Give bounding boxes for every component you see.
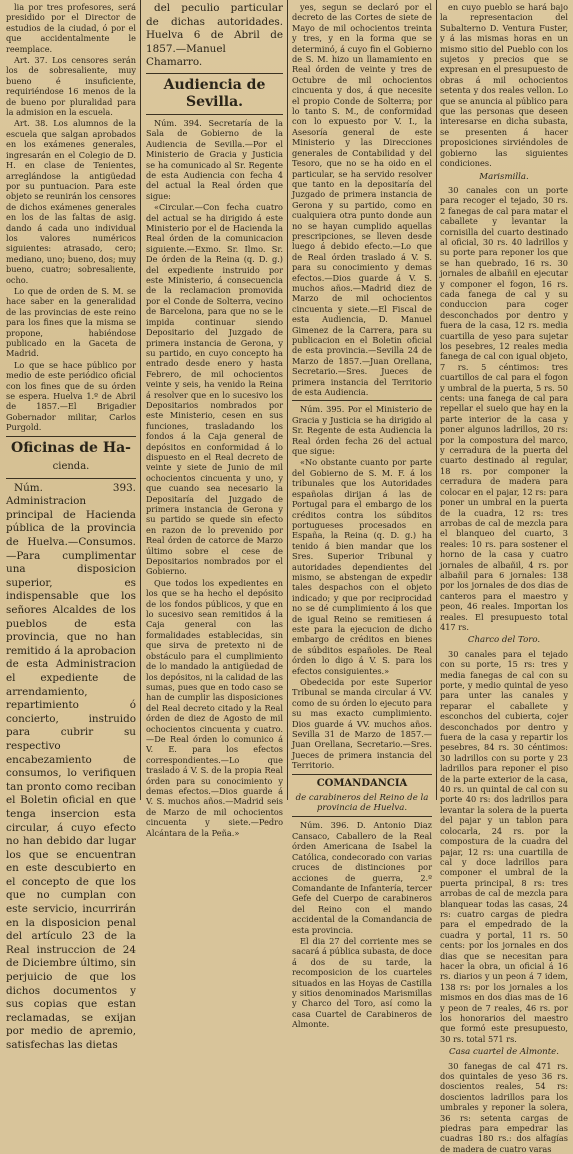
paragraph: «No obstante cuanto por parte del Gobierno de S. M. F. á los tribunales que los Autoridades españolas dirijan á las de Portugal para el embargo de los créditos contra los súbditos portugueses procesados en España, la Reina (q. D. g.) ha tenido á bien mandar que los Sres. Superior Tribunal y autoridades dependientes del mismo, se abstengan de expedir tales despachos con el objeto indicado; y que por reciprocidad no se dé cumplimiento á los que de igual Reino se remitiesen á este para la ejecucion de dicho embargo de créditos en bienes de súbditos españoles. De Real órden lo digo á V. S. para los efectos consiguientes.» (292, 457, 432, 676)
section-divider (6, 436, 136, 437)
paragraph: Núm. 394. Secretaría de la Sala de Gobierno de la Audiencia de Sevilla.—Por el Ministerio de Gracia y Justicia se ha comunicado al Sr. Regente de esta Audiencia con fecha 4 del actual la Real órden que sigue: (146, 117, 283, 201)
paragraph: Lo que de orden de S. M. se hace saber en la generalidad de las provincias de este reino para los fines que la misma se propone, habiéndose publicado en la Gaceta de Madrid. (6, 285, 136, 359)
paragraph: Lo que se hace público por medio de este periódico oficial con los fines que de su órden se espera. Huelva 1.º de Abril de 1857.—El Brigadier Gobernador militar, Carlos Purgold. (6, 359, 136, 433)
section-divider (292, 816, 432, 817)
paragraph: 30 fanegas de cal 471 rs. dos quintales de yeso 36 rs. doscientos reales, 54 rs: doscientos ladrillos para los umbrales y reponer la solera, 36 rs: setenta cargas de piedras para empedrar las cuadras 180 rs.: dos alfagías de madera de cuatro varas (440, 1060, 568, 1154)
column-3 (292, 2, 432, 1030)
paragraph: 30 canales con un porte para recoger el tejado, 30 rs. 2 fanegas de cal para matar el caballete y levantar la cornisilla del cuarto destinado al oficial, 30 rs. 40 ladrillos y su porte para reponer los que se han quebrado, 16 rs. 30 jornales de albañil en ejecutar y componer el fogon, 16 rs. cada fanega de cal y su conduccion para coger desconchados por dentro y fuera de la casa, 12 rs. media cuartilla de yeso para sujetar los pesebres, 12 reales media fanega de cal con igual objeto, 7 rs. 5 céntimos: tres cuartillos de cal para el fogon y umbral de la puerta, 5 rs. 50 cents: una fanega de cal para repellar el suelo que hay en la parte interior de la casa y poner algunos ladrillos, 20 rs: por la compostura del marco, y cerradura de la puerta del cuarto destinado al regular, 18 rs. por componer la cerradura de madera para colocar en el pajar, 12 rs: para poner un umbral en la puerta de la cuadra, 12 rs: tres arrobas de cal de mezcla para el blanqueo del cuarto, 3 reales: 10 rs. para sostener el horno de la casa y cuatro jornales de albañil, 4 rs. por albañil para 6 jornales: 138 por los jornales de dos dias de canteros para el maestro y peon, 46 reales. Importan los reales. El presupuesto total 417 rs. (440, 184, 568, 632)
section-subheading: de carabineros del Reino de la provincia de Huelva. (295, 792, 429, 814)
paragraph: Art. 37. Los censores serán los de sobresaliente, muy bueno é insuficiente, requiriéndose 16 menos de la de bueno por pluralidad para la admision en la escuela. (6, 55, 136, 118)
paragraph: Núm. 395. Por el Ministerio de Gracia y Justicia se ha dirigido al Sr. Regente de esta Audiencia la Real órden fecha 26 del actual que sigue: (292, 404, 432, 457)
section-heading-line-2: cienda. (52, 460, 90, 472)
place-heading-charco: Charco del Toro. (467, 635, 541, 646)
paragraph: en cuyo pueblo se hará bajo la representacion del Subalterno D. Ventura Fuster, y á las mismas horas en un mismo sitio del Pueblo con los sujetos y precios que se expresan en el presupuesto de obras á mil ochocientos setenta y dos reales vellon. Lo que se anuncia al público para que las personas que deseen interesarse en dicha subasta, se presenten á hacer proposiciones sirviéndoles de gobierno las siguientes condiciones. (440, 2, 568, 169)
paragraph: «Circular.—Con fecha cuatro del actual se ha dirigido á este Ministerio por el de Hacienda la Real órden de la comunicacion siguiente.—Exmo. Sr. Ilmo. Sr. De órden de la Reina (q. D. g.) del expediente instruido por este Ministerio, á consecuencia de la reclamacion promovida por el Conde de Solterra, vecino de Barcelona, para que no se le impida continuar siendo Depositario del Juzgado de primera instancia de Gerona, y su partido, en cuyo concepto ha entrado desde enero y hasta Febrero, de mil ochocientos veinte y seis, ha venido la Reina á resolver que en lo sucesivo los Depositarios nombrados por este Ministerio, cesen en sus funciones, trasladando los fondos á la Caja general de depósitos en conformidad á lo dispuesto en el Real decreto de veinte y siete de Junio de mil ochocientos cincuenta y uno, y que cuando sea necesario la Depositaría del Juzgado de primera instancia de Gerona y su partido se quede sin efecto en razon de lo prevenido por Real órden de catorce de Marzo último sobre el cese de Depositarios nombrados por el Gobierno. (146, 202, 283, 577)
section-divider (146, 114, 283, 115)
column-divider (140, 0, 141, 800)
column-divider (287, 0, 288, 800)
section-divider (292, 774, 432, 775)
paragraph: Art. 38. Los alumnos de la escuela que salgan aprobados en los exámenes generales, ingresarán en el Colegio de D. H. en clase de Tenientes, arreglándose la antigüedad por su puntuacion. Para este objeto se reunirán los censores de dichos exámenes generales en los de las faltas de asig. dando á cada uno individual los valores numéricos siguientes: atrasado, cero; mediano, uno; bueno, dos; muy bueno, cuatro; sobresaliente, ocho. (6, 118, 136, 285)
paragraph: del peculio particular de dichas autoridades. Huelva 6 de Abril de 1857.—Manuel Chamarro. (146, 2, 283, 69)
paragraph: Que todos los expedientes en los que se ha hecho el depósito de los fondos públicos, y que en lo sucesivo sean remitidos á la Caja general con las formalidades establecidas, sin que sirva de pretexto ni de obstáculo para el cumplimiento de lo mandado la antigüedad de los depósitos, ni la calidad de las sumas, pues que en todo caso se han de cumplir las disposiciones del Real decreto citado y la Real órden de diez de Agosto de mil ochocientos cincuenta y cuatro.—De Real órden lo comunico á V. E. para los efectos correspondientes.—Lo que traslado á V. S. de la propia Real órden para su conocimiento y demas efectos.—Dios guarde á V. S. muchos años.—Madrid seis de Marzo de mil ochocientos cincuenta y siete.—Pedro Alcántara de la Peña.» (146, 577, 283, 838)
paragraph: 30 canales para el tejado con su porte, 15 rs: tres y media fanegas de cal con su porte, y medio quintal de yeso para unter las canales y reparar el caballete y esconchos del cubierta, cojer desconchados por dentro y fuera de la casa y repartir los pesebres, 84 rs. 30 céntimos: 30 ladrillos con su porte y 23 ladrillos para reponer el piso de la parte exterior de la casa, 40 rs. un quintal de cal con su porte 40 rs: dos ladrillos para levantar la solera de la puerta del pajar y un tablon para colocarla, 24 rs. por la compostura de la cuadra del pajar, 12 rs: una cuartilla de cal y doce ladrillos para componer el umbral de la puerta principal, 8 rs: tres arrobas de cal de mezcla para blanquear todas las casas, 24 rs: cuatro cargas de piedra para el empedrado de la cuadra y portal, 11 rs. 50 cents: por los jornales en dos dias que se necesitan para hacer la obra, un oficial á 16 rs. diarios y un peon á 7 idem, 138 rs: por los jornales a los mismos en dos dias mas de 16 y peon de 7 reales, 46 rs. por los honorarios del maestro que formó este presupuesto, 30 rs. total 571 rs. (440, 648, 568, 1044)
paragraph: El dia 27 del corriente mes se sacará á pública subasta, de doce á dos de su tarde, la recomposicion de los cuarteles situados en las Hoyas de Castilla y sitios denominados Marismillas y Charco del Toro, así como la casa Cuartel de Carabineros de Almonte. (292, 935, 432, 1030)
column-2 (146, 2, 283, 838)
section-heading-comandancia: COMANDANCIA (316, 777, 408, 789)
paragraph: Núm. 396. D. Antonio Diaz Cansaco, Caballero de la Real órden Americana de Isabel la Católica, condecorado con varias cruces de distinciones por acciones de guerra, 2.º Comandante de Infantería, tercer Gefe del Cuerpo de carabineros del Reino con el mando accidental de la Comandancia de esta provincia. (292, 820, 432, 935)
section-heading-audiencia: Audiencia de Sevilla. (163, 76, 266, 110)
column-4 (440, 2, 568, 1154)
column-1 (6, 2, 136, 1051)
paragraph: lia por tres profesores, será presidido por el Director de estudios de la ciudad, ó por el que accidentalmente le reemplace. (6, 2, 136, 54)
column-divider (436, 0, 437, 800)
paragraph: Obedecida por este Superior Tribunal se manda circular á VV. como de su órden lo ejecuto para su mas exacto cumplimiento. Dios guarde á VV. muchos años. Sevilla 31 de Marzo de 1857.—Juan Orellana, Secretario.—Sres. Jueces de primera instancia del Territorio. (292, 677, 432, 771)
section-heading-hacienda (6, 440, 136, 475)
section-divider (292, 400, 432, 401)
section-heading-line-1: Oficinas de Ha- (11, 439, 131, 456)
paragraph: yes, segun se declaró por el decreto de las Cortes de siete de Mayo de mil ochocientos treinta y tres, y en la forma que se determinó, á cuyo fin el Gobierno de S. M. hizo un llamamiento en Real órden de veinte y tres de Octubre de mil ochocientos cincuenta y dos, á que necesite el propio Conde de Solterra; por lo tanto S. M., de conformidad con lo expuesto por V. I., la Asesoría general de este Ministerio y las Direcciones generales de Contabilidad y del Tesoro, que no se ha oido en el particular, se ha servido resolver que tanto en la depositaría del Juzgado de primera instancia de Gerona y su partido, como en cualquiera otra punto donde aun no se hayan cumplido aquellas prescripciones, se lleven desde luego á debido efecto.—Lo que de Real órden traslado á V. S. para su conocimiento y demas efectos.—Dios guarde á V. S. muchos años.—Madrid diez de Marzo de mil ochocientos cincuenta y siete.—El Fiscal de esta Audiencia, D. Manuel Gimenez de la Carrera, para su publicacion en el Boletin oficial de esta provincia.—Sevilla 24 de Marzo de 1857.—Juan Orellana, Secretario.—Sres. Jueces de primera instancia del Territorio de esta Audiencia. (292, 2, 432, 398)
section-divider (6, 478, 136, 479)
place-heading-almonte: Casa cuartel de Almonte. (449, 1047, 559, 1058)
section-divider (146, 73, 283, 74)
paragraph: Núm. 393. Administracion principal de Hacienda pública de la provincia de Huelva.—Consumos.—Para cumplimentar una disposicion superior, es indispensable que los señores Alcaldes de los pueblos de esta provincia, que no han remitido á la aprobacion de esta Administracion el expediente de arrendamiento, repartimiento ó concierto, instruido para cubrir su respectivo encabezamiento de consumos, lo verifiquen tan pronto como reciban el Boletin oficial en que tenga insercion esta circular, á cuyo efecto no han debido dar lugar los que se encuentran en este descubierto en el concepto de que los que no cumplan con este servicio, incurrirán en la disposicion penal del artículo 23 de la Real instruccion de 24 de Diciembre último, sin perjuicio de que los dichos documentos y sus copias que estan reclamadas, se exijan por medio de apremio, satisfechas las dietas (6, 481, 136, 1051)
place-heading-marismilla: Marismilla. (479, 171, 529, 182)
